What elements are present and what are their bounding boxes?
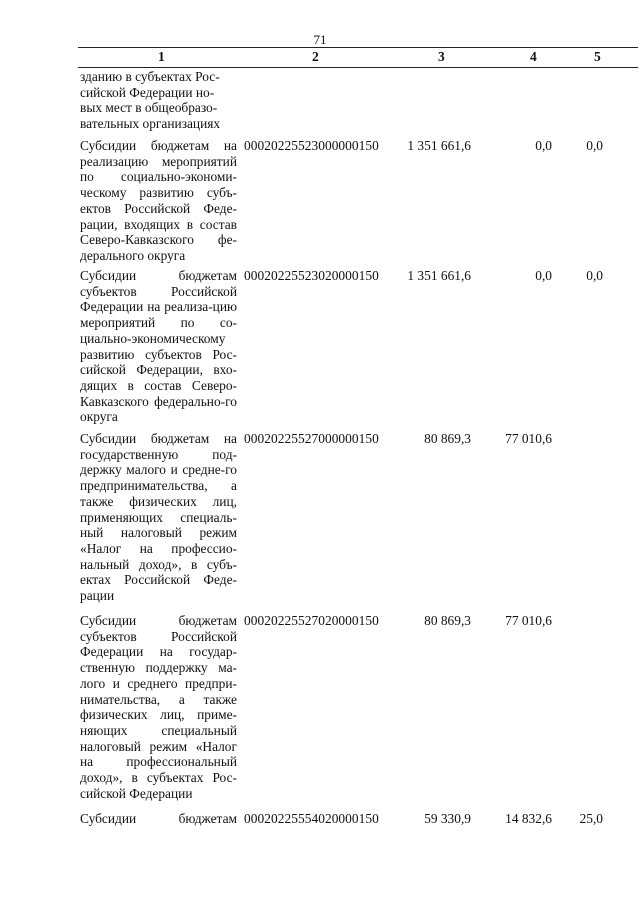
page-number: 71 [313, 32, 327, 47]
column-header-5: 5 [594, 49, 601, 64]
column-header-4: 4 [530, 49, 537, 64]
row-description: Субсидии бюджетам [80, 811, 237, 826]
row-value-col3: 1 351 661,6 [407, 138, 471, 153]
header-rule-bottom [78, 67, 638, 68]
row-value-col5: 0,0 [586, 138, 603, 153]
column-header-2: 2 [312, 49, 319, 64]
row-value-col3: 80 869,3 [424, 613, 471, 628]
row-value-col5: 0,0 [586, 268, 603, 283]
row-code: 00020225523000000150 [244, 138, 379, 153]
row-description: Субсидии бюджетам субъектов Российской Федерации на государ-ственную поддержку ма-лого и среднего предпри-нимательства, а также физических лиц, приме-няющих специальный налоговый режим «Налог на профессиональный доход», в субъектах Рос-сийской Федерации [80, 613, 237, 801]
column-header-3: 3 [438, 49, 445, 64]
row-code: 00020225527000000150 [244, 431, 379, 446]
row-value-col3: 80 869,3 [424, 431, 471, 446]
row-description: Субсидии бюджетам на реализацию мероприятий по социально-экономи-ческому развитию субъ-ектов Российской Феде-рации, входящих в состав Северо-Кавказского фе-дерального округа [80, 138, 237, 263]
header-rule-top [78, 47, 638, 48]
row-value-col4: 77 010,6 [505, 431, 552, 446]
row-code: 00020225554020000150 [244, 811, 379, 826]
row-value-col3: 1 351 661,6 [407, 268, 471, 283]
row-value-col3: 59 330,9 [424, 811, 471, 826]
row-code: 00020225527020000150 [244, 613, 379, 628]
row-code: 00020225523020000150 [244, 268, 379, 283]
column-header-1: 1 [158, 49, 165, 64]
row-description: Субсидии бюджетам на государственную под-держку малого и средне-го предпринимательства, а также физических лиц, применяющих специаль-ный налоговый режим «Налог на профессио-нальный доход», в субъ-ектах Российской Феде-рации [80, 431, 237, 604]
row-description: зданию в субъектах Рос- сийской Федерации но- вых мест в общеобразо- вательных организациях [80, 69, 221, 132]
row-value-col5: 25,0 [579, 811, 603, 826]
row-value-col4: 0,0 [535, 268, 552, 283]
row-description: Субсидии бюджетам субъектов Российской Федерации на реализа-цию мероприятий по со-циально-экономическому развитию субъектов Рос-сийской Федерации, вхо-дящих в состав Северо-Кавказского федерально-го округа [80, 268, 237, 425]
row-value-col4: 0,0 [535, 138, 552, 153]
row-value-col4: 77 010,6 [505, 613, 552, 628]
row-value-col4: 14 832,6 [505, 811, 552, 826]
